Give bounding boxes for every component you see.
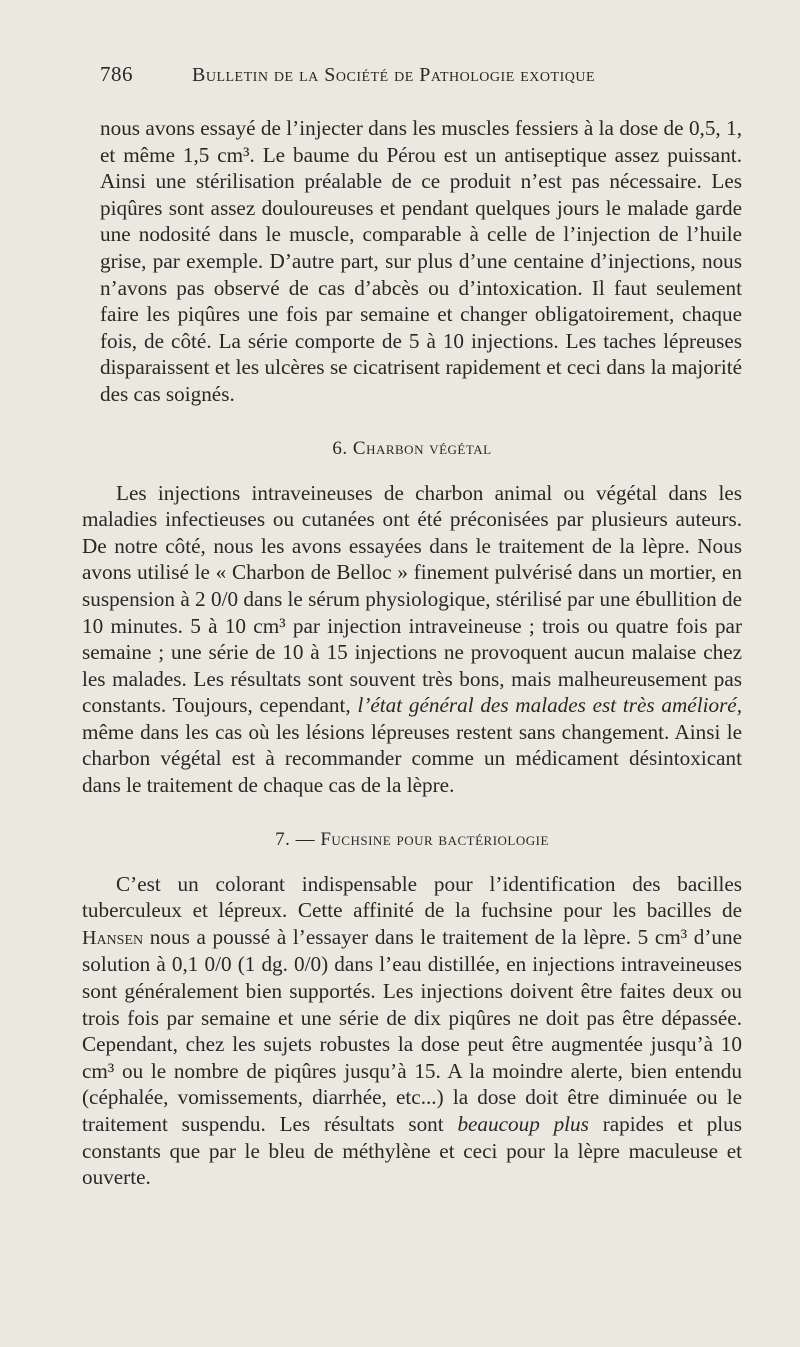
italic-emphasis: beaucoup plus xyxy=(457,1112,589,1136)
section-title: Charbon végétal xyxy=(352,437,492,459)
paragraph-text: C’est un colorant indispensable pour l’identification des bacilles tuberculeux et lépreux. Cette affinité de la fuchsine pour les bacilles de xyxy=(82,871,742,923)
page-number: 786 xyxy=(100,62,133,86)
journal-title: Bulletin de la Société de Pathologie exotique xyxy=(192,64,596,86)
running-header xyxy=(82,62,742,87)
paragraph-text: rapides et plus constants que par le bleu de méthylène et ceci pour la lèpre maculeuse et ouverte. xyxy=(82,1112,743,1190)
paragraph-fuchsine xyxy=(82,871,742,1191)
section-heading-6 xyxy=(82,438,742,460)
paragraph-continuation: nous avons essayé de l’injecter dans les muscles fessiers à la dose de 0,5, 1, et même 1,5 cm³. Le baume du Pérou est un antiseptique assez puissant. Ainsi une stérilisation préalable de ce produit n’est pas nécessaire. Les piqûres sont assez douloureuses et pendant quelques jours le malade garde une nodosité dans le muscle, comparable à celle de l’injection de l’huile grise, par exemple. D’autre part, sur plus d’une centaine d’injections, nous n’avons pas observé de cas d’abcès ou d’intoxication. Il faut seulement faire les piqûres une fois par semaine et changer obligatoirement, chaque fois, de côté. La série comporte de 5 à 10 injections. Les taches lépreuses disparaissent et les ulcères se cicatrisent rapidement et ceci dans la majorité des cas soignés. xyxy=(100,116,742,406)
paragraph-charbon xyxy=(82,480,742,799)
section-title: Fuchsine pour bactériologie xyxy=(320,828,549,850)
paragraph-text: même dans les cas où les lésions lépreuses restent sans changement. Ainsi le charbon végétal est à recommander comme un médicament désintoxicant dans le traitement de chaque cas de la lèpre. xyxy=(82,719,742,798)
italic-emphasis: l’état général des malades est très amélioré, xyxy=(357,693,743,718)
author-name: Hansen xyxy=(82,926,144,949)
section-heading-7 xyxy=(82,829,742,851)
paragraph-text: Les injections intraveineuses de charbon animal ou végétal dans les maladies infectieuses ou cutanées ont été préconisées par plusieurs auteurs. De notre côté, nous les avons essayées dans le traitement de la lèpre. Nous avons utilisé le « Charbon de Belloc » finement pulvérisé dans un mortier, en suspension à 2 0/0 dans le sérum physiologique, stérilisé par une ébullition de 10 minutes. 5 à 10 cm³ par injection intraveineuse ; trois ou quatre fois par semaine ; une série de 10 à 15 injections ne provoquent aucun malaise chez les malades. Les résultats sont souvent très bons, mais malheureusement pas constants. Toujours, cependant, xyxy=(82,480,742,718)
section-number: 6. xyxy=(332,437,348,459)
section-number: 7. — xyxy=(275,828,316,850)
paragraph-text: nous a poussé à l’essayer dans le traitement de la lèpre. 5 cm³ d’une solution à 0,1 0/0 (1 dg. 0/0) dans l’eau distillée, en injections intraveineuses sont généralement bien supportés. Les injections doivent être faites deux ou trois fois par semaine et une série de dix piqûres ne doit pas être dépassée. Cependant, chez les sujets robustes la dose peut être augmentée jusqu’à 10 cm³ ou le nombre de piqûres jusqu’à 15. A la moindre alerte, bien entendu (céphalée, vomissements, diarrhée, etc...) la dose doit être diminuée ou le traitement suspendu. Les résultats sont xyxy=(82,924,743,1136)
